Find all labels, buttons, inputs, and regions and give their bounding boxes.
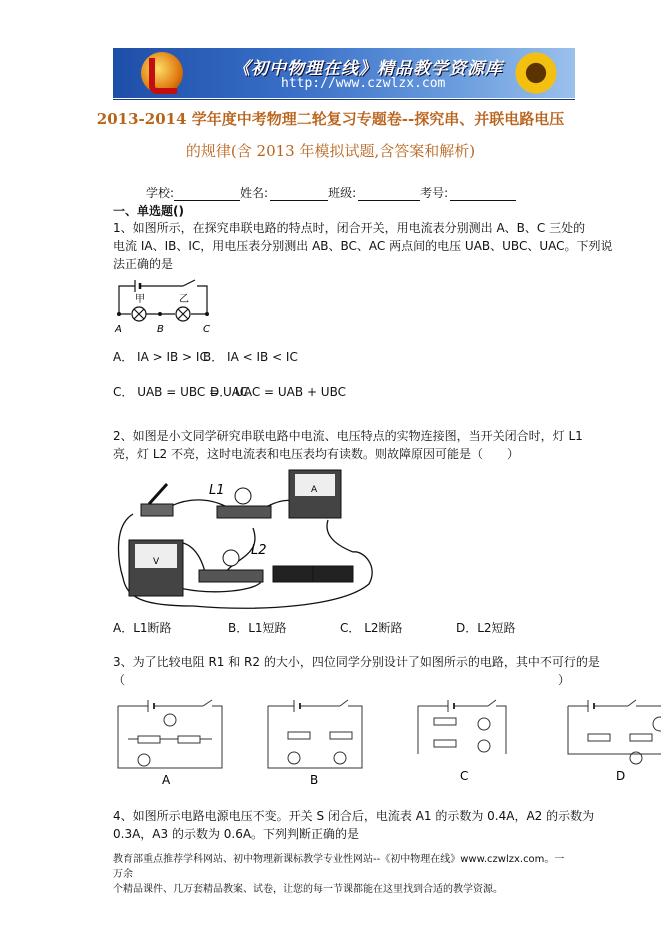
circuit-b-voltmeter2-icon — [334, 752, 346, 764]
battery-2-icon — [313, 566, 353, 582]
footer-line1: 教育部重点推荐学科网站、初中物理新课标教学专业性网站--《初中物理在线》www.czwlzx.com。一万余 — [113, 854, 565, 880]
circuit-c-label: C — [460, 769, 469, 783]
point-a-label: A — [115, 324, 122, 335]
q3-paren-right: ） — [558, 673, 571, 687]
node-c — [205, 312, 209, 316]
banner-site-name: 《初中物理在线》精品教学资源库 — [233, 59, 503, 79]
q1-line1: 1、如图所示，在探究串联电路的特点时，闭合开关，用电流表分别测出 A、B、C 三处的 — [113, 221, 586, 235]
circuit-c-r2 — [434, 740, 456, 747]
lamp-b-cross — [178, 309, 188, 319]
lamp-holder-l1 — [217, 506, 271, 518]
logo-mark-icon — [149, 58, 177, 94]
student-info-line — [146, 184, 516, 201]
q1-line2: 电流 IA、IB、IC，用电压表分别测出 AB、BC、AC 两点间的电压 UAB、UBC、UAC。下列说 — [113, 239, 613, 253]
wire — [173, 582, 261, 592]
page-title: 2013-2014 学年度中考物理二轮复习专题卷--探究串、并联电路电压 — [96, 110, 565, 128]
circuit-b-r2 — [330, 732, 352, 739]
q1-option-c[interactable]: C． UAB = UBC = UAC — [113, 385, 249, 399]
q1-line3: 法正确的是 — [113, 257, 174, 271]
q1-series-circuit-figure — [113, 278, 213, 336]
bulb-l1-icon — [235, 488, 251, 504]
site-banner — [113, 48, 575, 98]
q2-option-a[interactable]: A．L1断路 — [113, 621, 172, 635]
q4-line2: 0.3A，A3 的示数为 0.6A。下列判断正确的是 — [113, 827, 360, 841]
q1-option-a[interactable]: A． IA > IB > IC — [113, 350, 208, 364]
wire — [191, 286, 207, 314]
class-field[interactable] — [358, 188, 420, 201]
wire — [119, 286, 135, 314]
wire — [171, 500, 225, 506]
circuit-c-frame — [418, 700, 506, 754]
q2-option-b[interactable]: B．L1短路 — [228, 621, 287, 635]
battery-1-icon — [273, 566, 313, 582]
q2-option-c[interactable]: C． L2断路 — [340, 621, 403, 635]
point-b-label: B — [157, 324, 164, 335]
q1-option-b[interactable]: B． IA < IB < IC — [203, 350, 298, 364]
circuit-d-frame — [568, 700, 661, 754]
name-label: 姓名: — [240, 186, 269, 200]
switch-base — [141, 504, 173, 516]
circuit-b-label: B — [310, 773, 319, 786]
banner-url[interactable]: http://www.czwlzx.com — [281, 76, 446, 91]
q3-paren-left: （ — [113, 673, 126, 687]
exam-no-label: 考号: — [420, 186, 449, 200]
sunflower-icon — [513, 50, 559, 96]
switch-icon — [183, 280, 195, 286]
page-subtitle: 的规律(含 2013 年模拟试题,含答案和解析) — [185, 142, 476, 160]
voltmeter-symbol: V — [153, 557, 160, 567]
exam-no-field[interactable] — [450, 188, 516, 201]
circuit-b-frame — [268, 700, 362, 768]
circuit-d-label: D — [616, 769, 626, 783]
label-l1: L1 — [209, 483, 225, 498]
circuit-a-frame — [118, 700, 222, 768]
label-jia: 甲 — [135, 294, 145, 305]
class-label: 班级: — [328, 186, 357, 200]
circuit-d-r2 — [630, 734, 652, 741]
node-a — [117, 312, 121, 316]
school-label: 学校: — [146, 186, 175, 200]
ammeter-symbol: A — [311, 485, 318, 495]
footer-line2: 个精品课件、几万套精品教案、试卷，让您的每一节课都能在这里找到合适的教学资源。 — [113, 884, 503, 895]
bulb-l2-icon — [223, 550, 239, 566]
q2-line2: 亮，灯 L2 不亮，这时电流表和电压表均有读数。则故障原因可能是（ ） — [113, 447, 519, 461]
circuit-a-voltmeter-icon — [164, 714, 176, 726]
q3-circuits-figure — [108, 694, 661, 786]
label-yi: 乙 — [179, 294, 189, 305]
q3-line1: 3、为了比较电阻 R1 和 R2 的大小，四位同学分别设计了如图所示的电路，其中不可行的是 — [113, 655, 600, 669]
name-field[interactable] — [270, 188, 328, 201]
point-c-label: C — [203, 324, 210, 335]
q2-line1: 2、如图是小文同学研究串联电路中电流、电压特点的实物连接图，当开关闭合时，灯 L1 — [113, 429, 583, 443]
school-field[interactable] — [174, 188, 240, 201]
node-b — [158, 312, 162, 316]
circuit-c-r1 — [434, 718, 456, 725]
page-footer — [113, 852, 573, 897]
banner-divider — [113, 99, 575, 100]
q2-physical-circuit-figure — [113, 466, 375, 614]
q2-option-d[interactable]: D．L2短路 — [456, 621, 516, 635]
circuit-c-ammeter2-icon — [478, 740, 490, 752]
circuit-d-ammeter-icon — [653, 717, 661, 731]
switch-icon — [149, 484, 167, 504]
q1-option-d[interactable]: D． UAC = UAB + UBC — [210, 385, 346, 399]
circuit-b-voltmeter-icon — [288, 752, 300, 764]
label-l2: L2 — [251, 543, 267, 558]
circuit-a-r1 — [138, 736, 160, 743]
lamp-a-cross — [134, 309, 144, 319]
circuit-a-label: A — [162, 773, 171, 786]
circuit-c-ammeter-icon — [478, 718, 490, 730]
lamp-holder-l2 — [199, 570, 263, 582]
circuit-d-r1 — [588, 734, 610, 741]
circuit-a-voltmeter2-icon — [138, 754, 150, 766]
circuit-b-r1 — [288, 732, 310, 739]
wire — [327, 520, 353, 552]
section-heading: 一、单选题() — [113, 204, 184, 218]
circuit-a-r2 — [178, 736, 200, 743]
q4-line1: 4、如图所示电路电源电压不变。开关 S 闭合后，电流表 A1 的示数为 0.4A，A2 的示数为 — [113, 809, 595, 823]
